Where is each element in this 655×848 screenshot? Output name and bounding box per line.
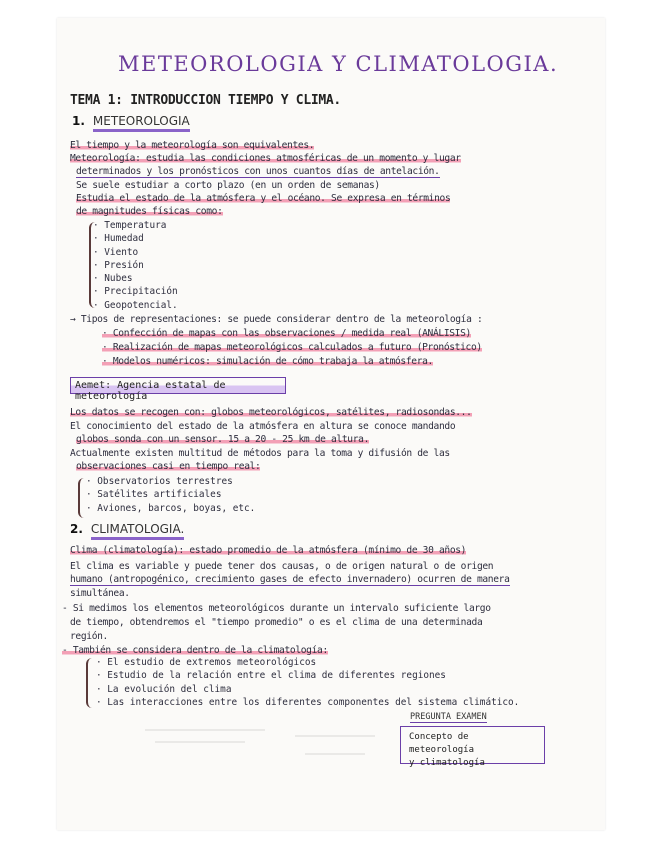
note-line: de tiempo, obtendremos el "tiempo promedio" o es el clima de una determinada (70, 617, 483, 628)
list-item: · Viento (93, 246, 139, 258)
note-line: Estudia el estado de la atmósfera y el océano. Se expresa en términos (76, 193, 451, 204)
note-line: globos sonda con un sensor. 15 a 20 - 25 km de altura. (76, 434, 370, 445)
note-line: Actualmente existen multitud de métodos para la toma y difusión de las (70, 448, 450, 459)
list-item: · Estudio de la relación entre el clima de diferentes regiones (96, 670, 446, 682)
list-item: · El estudio de extremos meteorológicos (96, 657, 317, 668)
list-item: · Geopotencial. (93, 299, 178, 311)
note-line: → Tipos de representaciones: se puede considerar dentro de la meteorología : (70, 314, 483, 325)
section-number: 1. (72, 114, 85, 128)
note-line: Se suele estudiar a corto plazo (en un orden de semanas) (76, 180, 380, 191)
list-brace (86, 658, 94, 708)
list-item: · Satélites artificiales (86, 489, 222, 501)
note-line: Meteorología: estudia las condiciones atmosféricas de un momento y lugar (70, 153, 461, 164)
list-item: · Aviones, barcos, boyas, etc. (86, 502, 256, 514)
observaciones-list (86, 476, 255, 516)
note-line: observaciones casi en tiempo real: (76, 461, 261, 472)
page-title: METEOROLOGIA Y CLIMATOLOGIA. (118, 52, 559, 76)
aemet-box: Aemet: Agencia estatal de meteorología (70, 377, 286, 394)
exam-line: y climatología (409, 758, 485, 768)
list-item: · Las interacciones entre los diferentes componentes del sistema climático. (96, 696, 520, 708)
note-line: El conocimiento del estado de la atmósfera en altura se conoce mandando (70, 421, 456, 432)
note-line: Los datos se recogen con: globos meteorológicos, satélites, radiosondas... (70, 407, 472, 418)
note-line: de magnitudes físicas como: (76, 206, 223, 217)
note-line: El tiempo y la meteorología son equivalentes. (70, 140, 315, 151)
note-line: · Modelos numéricos: simulación de cómo trabaja la atmósfera. (102, 356, 433, 367)
section-label: METEOROLOGIA (93, 114, 190, 132)
note-line: · Realización de mapas meteorológicos calculados a futuro (Pronóstico) (102, 342, 482, 353)
exam-question-box (400, 726, 545, 768)
list-item: · Temperatura (93, 220, 167, 231)
note-line: determinados y los pronósticos con unos cuantos días de antelación. (76, 166, 440, 177)
section-heading-meteorologia (72, 114, 190, 128)
note-line: El clima es variable y puede tener dos causas, o de origen natural o de origen (70, 561, 494, 572)
exam-question-label: PREGUNTA EXAMEN (410, 712, 487, 722)
list-item: · Humedad (93, 233, 144, 245)
list-item: · La evolución del clima (96, 683, 232, 695)
list-item: · Nubes (93, 273, 133, 285)
magnitudes-list (93, 220, 178, 313)
exam-line: Concepto de meteorología (409, 732, 475, 755)
section-heading-climatologia (70, 522, 184, 536)
section-label: CLIMATOLOGIA. (91, 522, 184, 540)
topic-heading: TEMA 1: INTRODUCCION TIEMPO Y CLIMA. (70, 93, 341, 108)
clima-list (96, 657, 519, 710)
note-line: Clima (climatología): estado promedio de la atmósfera (mínimo de 30 años) (70, 545, 467, 556)
section-number: 2. (70, 522, 83, 536)
list-item: · Observatorios terrestres (86, 476, 233, 487)
list-item: · Precipitación (93, 286, 178, 298)
list-item: · Presión (93, 259, 144, 271)
bleed-through-marks (145, 727, 395, 777)
note-line: - También se considera dentro de la climatología: (62, 645, 328, 656)
note-line: humano (antropogénico, crecimiento gases de efecto invernadero) ocurren de manera (70, 574, 510, 585)
note-line: - Si medimos los elementos meteorológicos durante un intervalo suficiente largo (62, 603, 491, 614)
note-line: · Confección de mapas con las observaciones / medida real (ANÁLISIS) (102, 328, 471, 339)
note-line: simultánea. (70, 588, 130, 599)
note-line: región. (70, 631, 108, 642)
list-brace (78, 478, 86, 518)
